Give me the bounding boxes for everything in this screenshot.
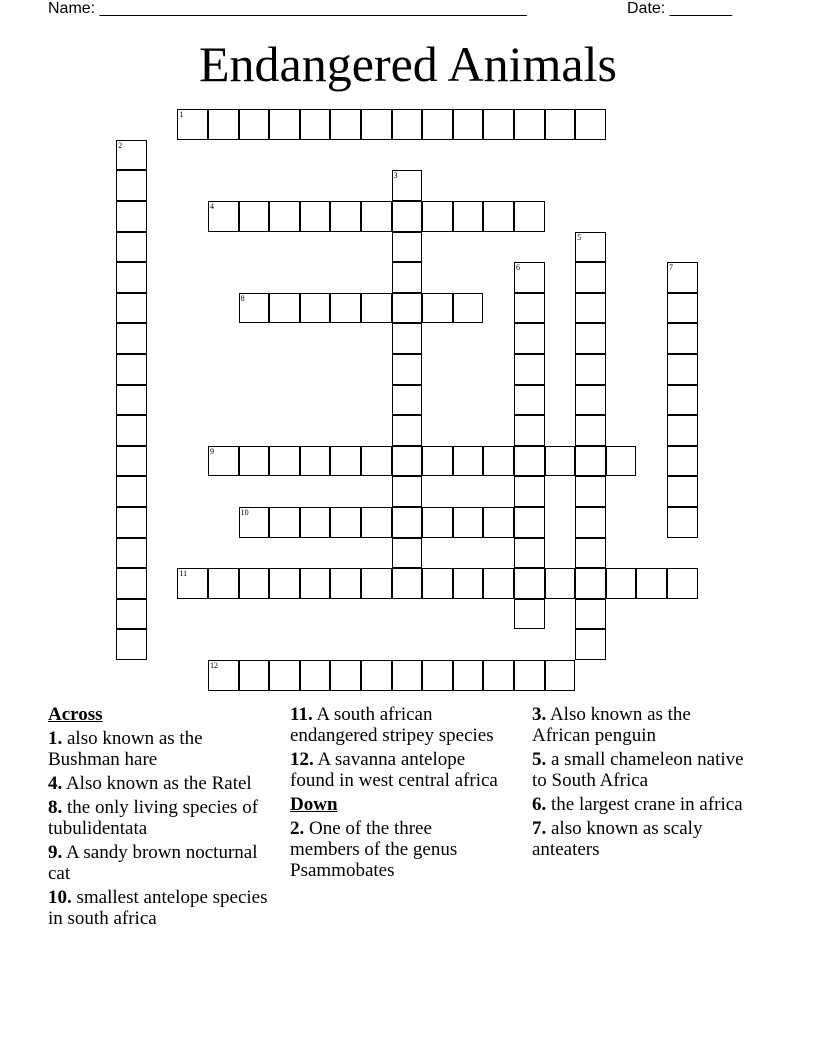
clue-across-9: 9. A sandy brown nocturnal cat <box>48 842 258 884</box>
crossword-cell[interactable] <box>116 170 147 201</box>
crossword-cell[interactable] <box>514 201 545 232</box>
crossword-cell[interactable] <box>575 629 606 660</box>
crossword-cell[interactable] <box>575 538 606 569</box>
crossword-cell[interactable] <box>392 385 423 416</box>
crossword-cell[interactable] <box>422 568 453 599</box>
clue-number: 7 <box>669 263 674 273</box>
crossword-cell[interactable] <box>392 568 423 599</box>
clue-across-1: 1. also known as the Bushman hare <box>48 728 203 770</box>
crossword-cell[interactable] <box>575 232 606 263</box>
clue-across-12: 12. A savanna antelope found in west central africa <box>290 749 498 791</box>
crossword-cell[interactable] <box>392 354 423 385</box>
crossword-cell[interactable] <box>575 385 606 416</box>
crossword-cell[interactable] <box>208 446 239 477</box>
crossword-cell[interactable] <box>575 599 606 630</box>
clue-number: 3 <box>393 171 398 181</box>
crossword-cell[interactable] <box>269 568 300 599</box>
clue-across-10: 10. smallest antelope species in south africa <box>48 887 268 929</box>
crossword-cell[interactable] <box>422 293 453 324</box>
crossword-cell[interactable] <box>392 109 423 140</box>
crossword-cell[interactable] <box>453 507 484 538</box>
across-heading: Across <box>48 704 103 725</box>
crossword-cell[interactable] <box>422 507 453 538</box>
crossword-cell[interactable] <box>667 262 698 293</box>
crossword-cell[interactable] <box>514 538 545 569</box>
crossword-cell[interactable] <box>667 293 698 324</box>
crossword-cell[interactable] <box>514 385 545 416</box>
crossword-cell[interactable] <box>483 446 514 477</box>
crossword-cell[interactable] <box>116 476 147 507</box>
crossword-cell[interactable] <box>453 446 484 477</box>
crossword-cell[interactable] <box>514 446 545 477</box>
crossword-cell[interactable] <box>514 476 545 507</box>
crossword-cell[interactable] <box>116 262 147 293</box>
crossword-cell[interactable] <box>269 293 300 324</box>
crossword-cell[interactable] <box>116 293 147 324</box>
clue-across-8: 8. the only living species of tubulidentata <box>48 797 259 839</box>
crossword-cell[interactable] <box>483 660 514 691</box>
crossword-cell[interactable] <box>330 660 361 691</box>
crossword-cell[interactable] <box>392 415 423 446</box>
crossword-cell[interactable] <box>361 446 392 477</box>
crossword-cell[interactable] <box>300 446 331 477</box>
crossword-cell[interactable] <box>667 354 698 385</box>
clue-number: 12 <box>210 661 219 671</box>
crossword-cell[interactable] <box>483 507 514 538</box>
crossword-cell[interactable] <box>392 507 423 538</box>
clue-number: 11 <box>179 569 188 579</box>
crossword-cell[interactable] <box>392 201 423 232</box>
crossword-cell[interactable] <box>300 507 331 538</box>
crossword-cell[interactable] <box>300 660 331 691</box>
crossword-cell[interactable] <box>361 660 392 691</box>
crossword-cell[interactable] <box>422 109 453 140</box>
crossword-cell[interactable] <box>116 538 147 569</box>
crossword-cell[interactable] <box>392 538 423 569</box>
crossword-cell[interactable] <box>177 109 208 140</box>
crossword-cell[interactable] <box>116 232 147 263</box>
crossword-cell[interactable] <box>116 323 147 354</box>
crossword-cell[interactable] <box>575 476 606 507</box>
clue-number: 1 <box>179 110 184 120</box>
crossword-cell[interactable] <box>667 415 698 446</box>
clue-number: 9 <box>210 446 215 456</box>
crossword-cell[interactable] <box>575 415 606 446</box>
crossword-cell[interactable] <box>575 568 606 599</box>
crossword-cell[interactable] <box>361 507 392 538</box>
crossword-cell[interactable] <box>545 446 576 477</box>
crossword-cell[interactable] <box>606 446 637 477</box>
clue-across-11: 11. A south african endangered stripey species <box>290 704 494 746</box>
crossword-cell[interactable] <box>667 568 698 599</box>
crossword-cell[interactable] <box>330 201 361 232</box>
clue-number: 5 <box>577 232 582 242</box>
crossword-cell[interactable] <box>636 568 667 599</box>
crossword-cell[interactable] <box>116 568 147 599</box>
crossword-cell[interactable] <box>422 660 453 691</box>
crossword-cell[interactable] <box>116 354 147 385</box>
crossword-cell[interactable] <box>239 568 270 599</box>
page-title: Endangered Animals <box>199 36 617 92</box>
clue-number: 4 <box>210 202 215 212</box>
crossword-cell[interactable] <box>300 568 331 599</box>
crossword-cell[interactable] <box>545 568 576 599</box>
crossword-cell[interactable] <box>361 293 392 324</box>
clue-down-3: 3. Also known as the African penguin <box>532 704 691 746</box>
down-heading: Down <box>290 794 338 815</box>
date-field: Date: _______ <box>627 0 732 17</box>
crossword-cell[interactable] <box>514 354 545 385</box>
crossword-cell[interactable] <box>514 599 545 630</box>
crossword-cell[interactable] <box>545 109 576 140</box>
clues-column-2 <box>290 704 505 884</box>
clues-column-3 <box>532 704 747 863</box>
crossword-cell[interactable] <box>116 446 147 477</box>
crossword-cell[interactable] <box>483 568 514 599</box>
crossword-cell[interactable] <box>116 507 147 538</box>
clue-down-7: 7. also known as scaly anteaters <box>532 818 703 860</box>
crossword-cell[interactable] <box>392 293 423 324</box>
crossword-cell[interactable] <box>514 293 545 324</box>
crossword-cell[interactable] <box>300 293 331 324</box>
crossword-cell[interactable] <box>514 109 545 140</box>
crossword-cell[interactable] <box>239 507 270 538</box>
crossword-cell[interactable] <box>453 109 484 140</box>
crossword-cell[interactable] <box>667 507 698 538</box>
crossword-cell[interactable] <box>453 660 484 691</box>
crossword-cell[interactable] <box>392 476 423 507</box>
crossword-cell[interactable] <box>453 201 484 232</box>
crossword-cell[interactable] <box>116 599 147 630</box>
crossword-cell[interactable] <box>116 201 147 232</box>
clue-number: 10 <box>240 508 249 518</box>
clues-column-1 <box>48 704 278 932</box>
crossword-cell[interactable] <box>575 262 606 293</box>
crossword-cell[interactable] <box>269 109 300 140</box>
crossword-cell[interactable] <box>116 415 147 446</box>
crossword-cell[interactable] <box>300 201 331 232</box>
crossword-cell[interactable] <box>361 201 392 232</box>
crossword-cell[interactable] <box>392 660 423 691</box>
crossword-cell[interactable] <box>545 660 576 691</box>
clue-number: 2 <box>118 140 123 150</box>
crossword-cell[interactable] <box>514 507 545 538</box>
crossword-cell[interactable] <box>392 262 423 293</box>
crossword-cell[interactable] <box>330 507 361 538</box>
crossword-cell[interactable] <box>483 109 514 140</box>
crossword-cell[interactable] <box>514 323 545 354</box>
crossword-cell[interactable] <box>239 201 270 232</box>
crossword-cell[interactable] <box>514 568 545 599</box>
crossword-cell[interactable] <box>239 660 270 691</box>
crossword-cell[interactable] <box>667 476 698 507</box>
crossword-cell[interactable] <box>422 201 453 232</box>
crossword-cell[interactable] <box>514 660 545 691</box>
crossword-cell[interactable] <box>483 201 514 232</box>
crossword-cell[interactable] <box>361 109 392 140</box>
crossword-cell[interactable] <box>330 568 361 599</box>
crossword-cell[interactable] <box>208 201 239 232</box>
crossword-cell[interactable] <box>269 201 300 232</box>
crossword-cell[interactable] <box>667 385 698 416</box>
crossword-cell[interactable] <box>239 293 270 324</box>
crossword-cell[interactable] <box>514 262 545 293</box>
crossword-cell[interactable] <box>208 109 239 140</box>
crossword-cell[interactable] <box>116 385 147 416</box>
crossword-cell[interactable] <box>330 109 361 140</box>
crossword-cell[interactable] <box>575 507 606 538</box>
crossword-cell[interactable] <box>239 109 270 140</box>
crossword-cell[interactable] <box>269 446 300 477</box>
crossword-cell[interactable] <box>330 293 361 324</box>
crossword-cell[interactable] <box>116 629 147 660</box>
crossword-cell[interactable] <box>330 446 361 477</box>
crossword-cell[interactable] <box>422 446 453 477</box>
crossword-cell[interactable] <box>392 232 423 263</box>
clue-number: 8 <box>240 293 245 303</box>
crossword-cell[interactable] <box>177 568 208 599</box>
crossword-cell[interactable] <box>269 660 300 691</box>
crossword-cell[interactable] <box>392 446 423 477</box>
crossword-cell[interactable] <box>208 568 239 599</box>
crossword-cell[interactable] <box>392 323 423 354</box>
crossword-cell[interactable] <box>208 660 239 691</box>
crossword-cell[interactable] <box>453 293 484 324</box>
crossword-cell[interactable] <box>667 446 698 477</box>
crossword-cell[interactable] <box>269 507 300 538</box>
clue-number: 6 <box>516 263 521 273</box>
crossword-cell[interactable] <box>116 140 147 171</box>
crossword-cell[interactable] <box>239 446 270 477</box>
crossword-cell[interactable] <box>667 323 698 354</box>
clue-down-6: 6. the largest crane in africa <box>532 794 743 815</box>
crossword-cell[interactable] <box>575 109 606 140</box>
crossword-cell[interactable] <box>392 170 423 201</box>
clue-down-2: 2. One of the three members of the genus Psammobates <box>290 818 458 881</box>
crossword-cell[interactable] <box>361 568 392 599</box>
name-field: Name: ________________________________________________ <box>48 0 527 17</box>
crossword-cell[interactable] <box>300 109 331 140</box>
crossword-cell[interactable] <box>575 323 606 354</box>
crossword-cell[interactable] <box>575 354 606 385</box>
clue-down-5: 5. a small chameleon native to South Africa <box>532 749 744 791</box>
crossword-cell[interactable] <box>514 415 545 446</box>
crossword-cell[interactable] <box>606 568 637 599</box>
crossword-cell[interactable] <box>453 568 484 599</box>
crossword-cell[interactable] <box>575 293 606 324</box>
clue-across-4: 4. Also known as the Ratel <box>48 773 252 794</box>
crossword-cell[interactable] <box>575 446 606 477</box>
